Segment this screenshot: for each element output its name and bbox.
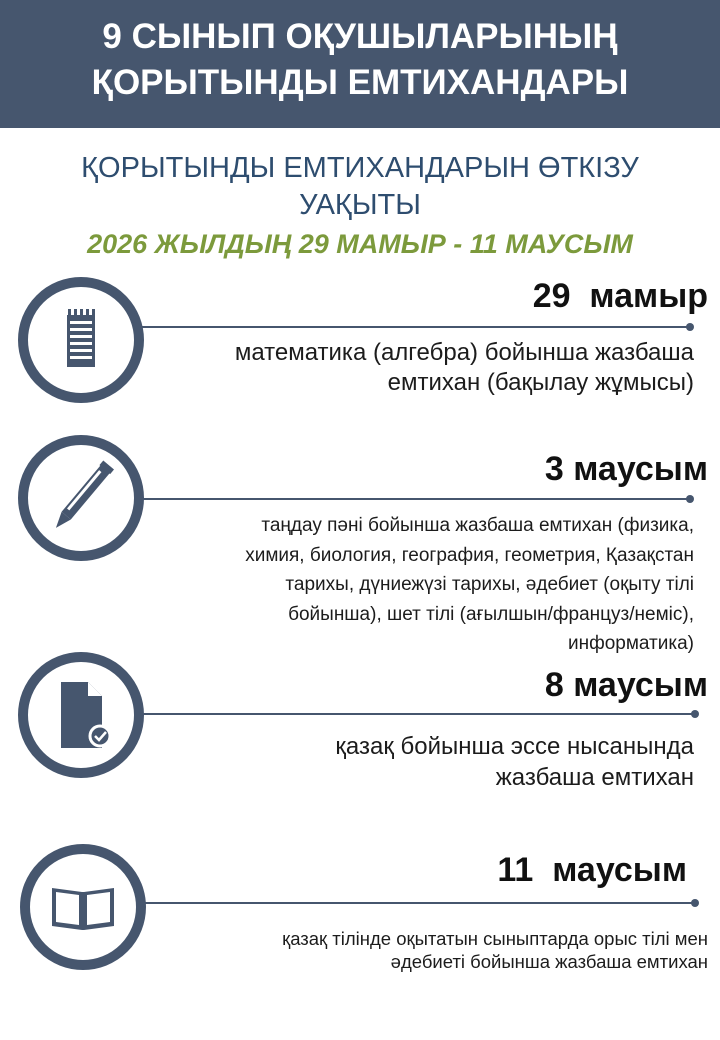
exam-3-date: 8 маусым — [544, 666, 708, 704]
exam-1-desc-line-2: емтихан (бақылау жұмысы) — [387, 369, 694, 396]
page-header — [0, 0, 720, 128]
exam-2-date: 3 маусым — [544, 450, 708, 488]
exam-1-divider — [140, 326, 690, 328]
exam-3-description — [335, 731, 694, 793]
notepad-icon — [28, 287, 134, 393]
exam-3-divider — [140, 713, 695, 715]
exam-period: 2026 ЖЫЛДЫҢ 29 МАМЫР - 11 МАУСЫМ — [87, 229, 633, 259]
exam-1-description — [235, 338, 694, 398]
exam-2-desc-line-2: химия, биология, география, геометрия, Қазақстан — [245, 544, 694, 566]
exam-4-desc-line-1: қазақ тілінде оқытатын сыныптарда орыс тілі мен — [282, 928, 708, 949]
exam-1-desc-line-1: математика (алгебра) бойынша жазбаша — [234, 339, 694, 366]
exam-3-desc-line-2: жазбаша емтихан — [495, 764, 694, 791]
document-check-icon — [28, 662, 134, 768]
subtitle — [0, 150, 720, 224]
header-title-line-1: 9 СЫНЫП ОҚУШЫЛАРЫНЫҢ — [102, 17, 618, 56]
exam-1-icon-circle — [18, 277, 144, 403]
exam-2-description — [245, 511, 694, 659]
exam-4-date: 11 маусым — [497, 851, 687, 889]
exam-3-icon-circle — [18, 652, 144, 778]
exam-4-description — [282, 927, 708, 973]
exam-2-divider — [140, 498, 690, 500]
exam-2-desc-line-3: тарихы, дүниежүзі тарихы, әдебиет (оқыту тілі — [285, 574, 694, 595]
exam-4-divider — [140, 902, 695, 904]
open-book-icon — [30, 854, 136, 960]
exam-2-desc-line-4: бойынша), шет тілі (ағылшын/француз/неміс), — [288, 603, 694, 625]
subtitle-line-2: УАҚЫТЫ — [299, 189, 421, 221]
exam-3-desc-line-1: қазақ бойынша эссе нысанында — [335, 733, 694, 760]
exam-2-icon-circle — [18, 435, 144, 561]
exam-4-desc-line-2: әдебиеті бойынша жазбаша емтихан — [390, 951, 708, 972]
exam-4-icon-circle — [20, 844, 146, 970]
subtitle-line-1: ҚОРЫТЫНДЫ ЕМТИХАНДАРЫН ӨТКІЗУ — [81, 152, 639, 184]
exam-2-desc-line-1: таңдау пәні бойынша жазбаша емтихан (физика, — [261, 515, 694, 536]
header-title-line-2: ҚОРЫТЫНДЫ ЕМТИХАНДАРЫ — [91, 63, 629, 102]
exam-1-date: 29 мамыр — [532, 277, 708, 315]
exam-2-desc-line-5: информатика) — [567, 633, 694, 654]
pen-icon — [28, 445, 134, 551]
